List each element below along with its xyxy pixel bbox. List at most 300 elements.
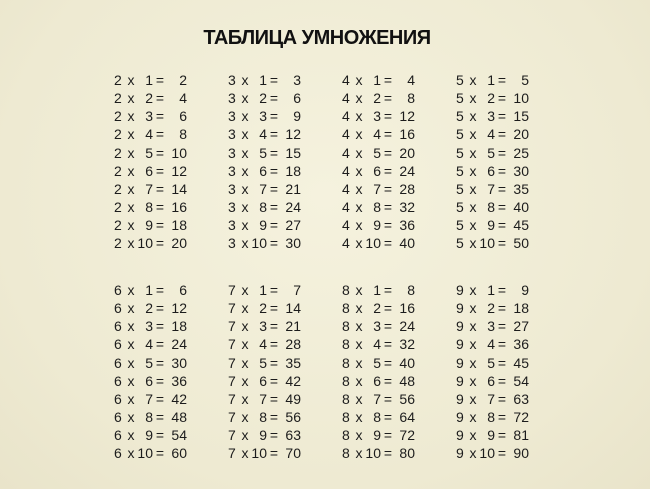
equals-sign: = xyxy=(155,445,165,462)
times-sign: x xyxy=(469,354,477,371)
multiplier: 3 xyxy=(487,108,495,125)
multiplier: 6 xyxy=(145,162,153,179)
product: 28 xyxy=(399,180,415,197)
table-row xyxy=(342,317,447,335)
multiplier: 2 xyxy=(373,300,381,317)
equals-sign: = xyxy=(497,144,507,161)
multiplier: 4 xyxy=(259,126,267,143)
times-sign: x xyxy=(355,427,363,444)
multiplier: 7 xyxy=(259,180,267,197)
multiplier: 2 xyxy=(145,90,153,107)
multiplier: 8 xyxy=(145,408,153,425)
product: 70 xyxy=(285,445,301,462)
equals-sign: = xyxy=(497,318,507,335)
table-row xyxy=(342,281,447,299)
multiplier: 5 xyxy=(487,144,495,161)
table-row xyxy=(456,444,561,462)
product: 80 xyxy=(399,445,415,462)
multiplier: 4 xyxy=(373,336,381,353)
multiplier: 3 xyxy=(145,108,153,125)
equals-sign: = xyxy=(155,354,165,371)
times-sign: x xyxy=(127,108,135,125)
multiplier: 2 xyxy=(373,90,381,107)
product: 4 xyxy=(407,72,415,88)
times-sign: x xyxy=(127,90,135,107)
multiplier: 4 xyxy=(487,336,495,353)
times-sign: x xyxy=(127,336,135,353)
multiplier: 9 xyxy=(487,427,495,444)
multiplier: 7 xyxy=(373,390,381,407)
multiplier: 8 xyxy=(487,408,495,425)
equals-sign: = xyxy=(155,408,165,425)
times-sign: x xyxy=(355,217,363,234)
product: 54 xyxy=(171,427,187,444)
table-row xyxy=(228,125,333,143)
product: 15 xyxy=(513,108,529,125)
multiplier: 1 xyxy=(487,72,495,88)
multiplicand: 9 xyxy=(456,336,464,353)
multiplier: 1 xyxy=(145,282,153,298)
product: 90 xyxy=(513,445,529,462)
product: 12 xyxy=(399,108,415,125)
multiplicand: 7 xyxy=(228,427,236,444)
product: 6 xyxy=(179,282,187,298)
table-row xyxy=(114,354,219,372)
table-row xyxy=(228,162,333,180)
times-sign: x xyxy=(127,427,135,444)
page-title: ТАБЛИЦА УМНОЖЕНИЯ xyxy=(203,27,431,49)
multiplicand: 8 xyxy=(342,318,350,335)
multiplicand: 8 xyxy=(342,354,350,371)
equals-sign: = xyxy=(269,408,279,425)
times-sign: x xyxy=(241,318,249,335)
product: 14 xyxy=(285,300,301,317)
multiplier: 10 xyxy=(137,445,153,462)
product: 16 xyxy=(171,198,187,215)
times-sign: x xyxy=(355,372,363,389)
equals-sign: = xyxy=(155,72,165,88)
multiplier: 1 xyxy=(259,282,267,298)
multiplicand: 6 xyxy=(114,427,122,444)
equals-sign: = xyxy=(383,390,393,407)
equals-sign: = xyxy=(497,162,507,179)
product: 20 xyxy=(171,235,187,252)
times-sign: x xyxy=(469,336,477,353)
product: 60 xyxy=(171,445,187,462)
times-sign: x xyxy=(241,354,249,371)
multiplier: 3 xyxy=(373,108,381,125)
table-row xyxy=(456,426,561,444)
table-row xyxy=(228,335,333,353)
equals-sign: = xyxy=(497,126,507,143)
multiplicand: 3 xyxy=(228,144,236,161)
multiplicand: 7 xyxy=(228,408,236,425)
table-row xyxy=(228,89,333,107)
multiplicand: 8 xyxy=(342,336,350,353)
multiplicand: 3 xyxy=(228,90,236,107)
multiplier: 10 xyxy=(365,235,381,252)
times-sign: x xyxy=(355,126,363,143)
multiplier: 10 xyxy=(251,445,267,462)
product: 9 xyxy=(293,108,301,125)
multiplicand: 5 xyxy=(456,90,464,107)
multiplicand: 7 xyxy=(228,336,236,353)
table-row xyxy=(342,71,447,89)
multiplicand: 4 xyxy=(342,217,350,234)
equals-sign: = xyxy=(497,300,507,317)
product: 8 xyxy=(407,282,415,298)
table-row xyxy=(228,180,333,198)
multiplicand: 3 xyxy=(228,235,236,252)
equals-sign: = xyxy=(497,217,507,234)
product: 9 xyxy=(521,282,529,298)
product: 14 xyxy=(171,180,187,197)
equals-sign: = xyxy=(269,300,279,317)
table-row xyxy=(228,354,333,372)
product: 10 xyxy=(171,144,187,161)
table-row xyxy=(342,180,447,198)
product: 40 xyxy=(399,354,415,371)
multiplicand: 6 xyxy=(114,408,122,425)
multiplier: 8 xyxy=(145,198,153,215)
equals-sign: = xyxy=(383,235,393,252)
product: 15 xyxy=(285,144,301,161)
multiplicand: 3 xyxy=(228,72,236,88)
equals-sign: = xyxy=(269,235,279,252)
product: 30 xyxy=(171,354,187,371)
times-sign: x xyxy=(127,162,135,179)
times-sign: x xyxy=(355,390,363,407)
times-sign: x xyxy=(355,180,363,197)
times-sign: x xyxy=(127,72,135,88)
multiplicand: 5 xyxy=(456,144,464,161)
times-sign: x xyxy=(241,126,249,143)
table-row xyxy=(228,216,333,234)
table-row xyxy=(456,234,561,252)
table-block-7 xyxy=(228,281,333,462)
equals-sign: = xyxy=(155,390,165,407)
multiplier: 1 xyxy=(373,72,381,88)
table-row xyxy=(114,317,219,335)
multiplicand: 7 xyxy=(228,445,236,462)
multiplier: 5 xyxy=(145,144,153,161)
times-sign: x xyxy=(127,235,135,252)
multiplicand: 6 xyxy=(114,445,122,462)
table-row xyxy=(228,317,333,335)
table-row xyxy=(342,444,447,462)
multiplier: 2 xyxy=(259,300,267,317)
times-sign: x xyxy=(241,427,249,444)
product: 30 xyxy=(285,235,301,252)
equals-sign: = xyxy=(269,108,279,125)
times-sign: x xyxy=(127,300,135,317)
times-sign: x xyxy=(355,354,363,371)
multiplier: 10 xyxy=(365,445,381,462)
times-sign: x xyxy=(127,318,135,335)
multiplier: 6 xyxy=(487,372,495,389)
equals-sign: = xyxy=(383,72,393,88)
multiplicand: 8 xyxy=(342,445,350,462)
equals-sign: = xyxy=(383,282,393,298)
multiplier: 4 xyxy=(145,126,153,143)
equals-sign: = xyxy=(155,126,165,143)
multiplier: 1 xyxy=(145,72,153,88)
multiplicand: 5 xyxy=(456,162,464,179)
table-row xyxy=(228,444,333,462)
multiplicand: 3 xyxy=(228,180,236,197)
equals-sign: = xyxy=(155,235,165,252)
table-row xyxy=(114,335,219,353)
multiplicand: 2 xyxy=(114,144,122,161)
table-row xyxy=(228,107,333,125)
table-row xyxy=(342,372,447,390)
table-row xyxy=(342,426,447,444)
times-sign: x xyxy=(355,300,363,317)
multiplicand: 6 xyxy=(114,354,122,371)
multiplier: 8 xyxy=(259,198,267,215)
times-sign: x xyxy=(241,108,249,125)
equals-sign: = xyxy=(155,198,165,215)
times-sign: x xyxy=(241,300,249,317)
table-row xyxy=(456,107,561,125)
table-row xyxy=(456,198,561,216)
multiplicand: 7 xyxy=(228,318,236,335)
equals-sign: = xyxy=(383,318,393,335)
equals-sign: = xyxy=(269,318,279,335)
equals-sign: = xyxy=(497,445,507,462)
times-sign: x xyxy=(241,144,249,161)
product: 24 xyxy=(399,162,415,179)
times-sign: x xyxy=(469,408,477,425)
table-row xyxy=(342,89,447,107)
product: 7 xyxy=(293,282,301,298)
table-row xyxy=(342,198,447,216)
table-row xyxy=(114,408,219,426)
table-row xyxy=(456,180,561,198)
table-row xyxy=(114,198,219,216)
multiplier: 4 xyxy=(145,336,153,353)
table-row xyxy=(114,71,219,89)
times-sign: x xyxy=(241,217,249,234)
multiplier: 3 xyxy=(259,108,267,125)
equals-sign: = xyxy=(383,354,393,371)
multiplicand: 7 xyxy=(228,372,236,389)
equals-sign: = xyxy=(497,198,507,215)
times-sign: x xyxy=(469,318,477,335)
product: 50 xyxy=(513,235,529,252)
table-row xyxy=(114,216,219,234)
multiplicand: 8 xyxy=(342,408,350,425)
equals-sign: = xyxy=(497,372,507,389)
product: 16 xyxy=(399,300,415,317)
multiplier: 7 xyxy=(373,180,381,197)
multiplier: 6 xyxy=(373,372,381,389)
multiplicand: 8 xyxy=(342,390,350,407)
product: 36 xyxy=(399,217,415,234)
multiplicand: 8 xyxy=(342,427,350,444)
multiplicand: 7 xyxy=(228,354,236,371)
multiplicand: 4 xyxy=(342,198,350,215)
multiplier: 5 xyxy=(373,144,381,161)
equals-sign: = xyxy=(269,427,279,444)
equals-sign: = xyxy=(269,144,279,161)
times-sign: x xyxy=(127,180,135,197)
times-sign: x xyxy=(355,198,363,215)
product: 12 xyxy=(285,126,301,143)
multiplicand: 6 xyxy=(114,282,122,298)
table-row xyxy=(456,281,561,299)
table-row xyxy=(114,444,219,462)
multiplier: 8 xyxy=(373,408,381,425)
table-row xyxy=(342,144,447,162)
times-sign: x xyxy=(241,180,249,197)
table-row xyxy=(114,144,219,162)
equals-sign: = xyxy=(383,445,393,462)
table-row xyxy=(456,89,561,107)
equals-sign: = xyxy=(155,180,165,197)
product: 64 xyxy=(399,408,415,425)
table-row xyxy=(228,71,333,89)
product: 32 xyxy=(399,198,415,215)
multiplier: 8 xyxy=(487,198,495,215)
table-row xyxy=(456,71,561,89)
multiplicand: 4 xyxy=(342,108,350,125)
product: 81 xyxy=(513,427,529,444)
table-row xyxy=(456,335,561,353)
times-sign: x xyxy=(241,445,249,462)
product: 40 xyxy=(399,235,415,252)
multiplier: 6 xyxy=(259,372,267,389)
multiplicand: 3 xyxy=(228,217,236,234)
multiplier: 2 xyxy=(487,300,495,317)
equals-sign: = xyxy=(497,180,507,197)
table-row xyxy=(114,89,219,107)
multiplier: 9 xyxy=(145,217,153,234)
equals-sign: = xyxy=(269,180,279,197)
equals-sign: = xyxy=(155,372,165,389)
product: 3 xyxy=(293,72,301,88)
multiplicand: 6 xyxy=(114,300,122,317)
multiplier: 7 xyxy=(487,390,495,407)
multiplier: 6 xyxy=(373,162,381,179)
product: 16 xyxy=(399,126,415,143)
table-row xyxy=(456,216,561,234)
equals-sign: = xyxy=(269,198,279,215)
multiplier: 1 xyxy=(373,282,381,298)
times-sign: x xyxy=(469,300,477,317)
times-sign: x xyxy=(469,282,477,298)
multiplicand: 4 xyxy=(342,90,350,107)
equals-sign: = xyxy=(383,300,393,317)
times-sign: x xyxy=(127,372,135,389)
product: 25 xyxy=(513,144,529,161)
times-sign: x xyxy=(355,144,363,161)
table-row xyxy=(114,234,219,252)
product: 42 xyxy=(285,372,301,389)
table-row xyxy=(342,125,447,143)
table-row xyxy=(114,125,219,143)
equals-sign: = xyxy=(269,336,279,353)
multiplicand: 6 xyxy=(114,390,122,407)
product: 12 xyxy=(171,300,187,317)
table-row xyxy=(228,408,333,426)
times-sign: x xyxy=(241,282,249,298)
times-sign: x xyxy=(355,445,363,462)
multiplier: 1 xyxy=(487,282,495,298)
table-block-8 xyxy=(342,281,447,462)
equals-sign: = xyxy=(269,445,279,462)
product: 63 xyxy=(285,427,301,444)
table-block-3 xyxy=(228,71,333,252)
multiplier: 6 xyxy=(145,372,153,389)
times-sign: x xyxy=(469,198,477,215)
times-sign: x xyxy=(127,217,135,234)
multiplier: 5 xyxy=(259,144,267,161)
multiplicand: 4 xyxy=(342,126,350,143)
product: 24 xyxy=(285,198,301,215)
times-sign: x xyxy=(469,390,477,407)
multiplicand: 7 xyxy=(228,282,236,298)
multiplier: 10 xyxy=(479,445,495,462)
table-block-5 xyxy=(456,71,561,252)
times-sign: x xyxy=(355,108,363,125)
product: 2 xyxy=(179,72,187,88)
multiplicand: 3 xyxy=(228,198,236,215)
table-row xyxy=(456,390,561,408)
times-sign: x xyxy=(469,427,477,444)
product: 8 xyxy=(407,90,415,107)
multiplicand: 5 xyxy=(456,217,464,234)
times-sign: x xyxy=(469,180,477,197)
multiplicand: 3 xyxy=(228,162,236,179)
table-block-2 xyxy=(114,71,219,252)
times-sign: x xyxy=(241,90,249,107)
multiplier: 9 xyxy=(259,427,267,444)
times-sign: x xyxy=(355,162,363,179)
times-sign: x xyxy=(469,144,477,161)
equals-sign: = xyxy=(155,217,165,234)
multiplier: 10 xyxy=(137,235,153,252)
times-sign: x xyxy=(241,162,249,179)
times-sign: x xyxy=(241,72,249,88)
multiplicand: 4 xyxy=(342,72,350,88)
multiplier: 7 xyxy=(259,390,267,407)
multiplicand: 2 xyxy=(114,217,122,234)
equals-sign: = xyxy=(497,90,507,107)
table-row xyxy=(456,317,561,335)
product: 6 xyxy=(179,108,187,125)
equals-sign: = xyxy=(383,408,393,425)
product: 56 xyxy=(399,390,415,407)
table-row xyxy=(456,144,561,162)
equals-sign: = xyxy=(497,336,507,353)
times-sign: x xyxy=(355,318,363,335)
multiplier: 2 xyxy=(259,90,267,107)
product: 48 xyxy=(171,408,187,425)
table-row xyxy=(228,426,333,444)
equals-sign: = xyxy=(269,372,279,389)
table-row xyxy=(228,144,333,162)
times-sign: x xyxy=(355,282,363,298)
table-row xyxy=(114,426,219,444)
product: 49 xyxy=(285,390,301,407)
multiplicand: 9 xyxy=(456,282,464,298)
product: 28 xyxy=(285,336,301,353)
times-sign: x xyxy=(241,235,249,252)
product: 54 xyxy=(513,372,529,389)
equals-sign: = xyxy=(497,282,507,298)
table-row xyxy=(114,299,219,317)
